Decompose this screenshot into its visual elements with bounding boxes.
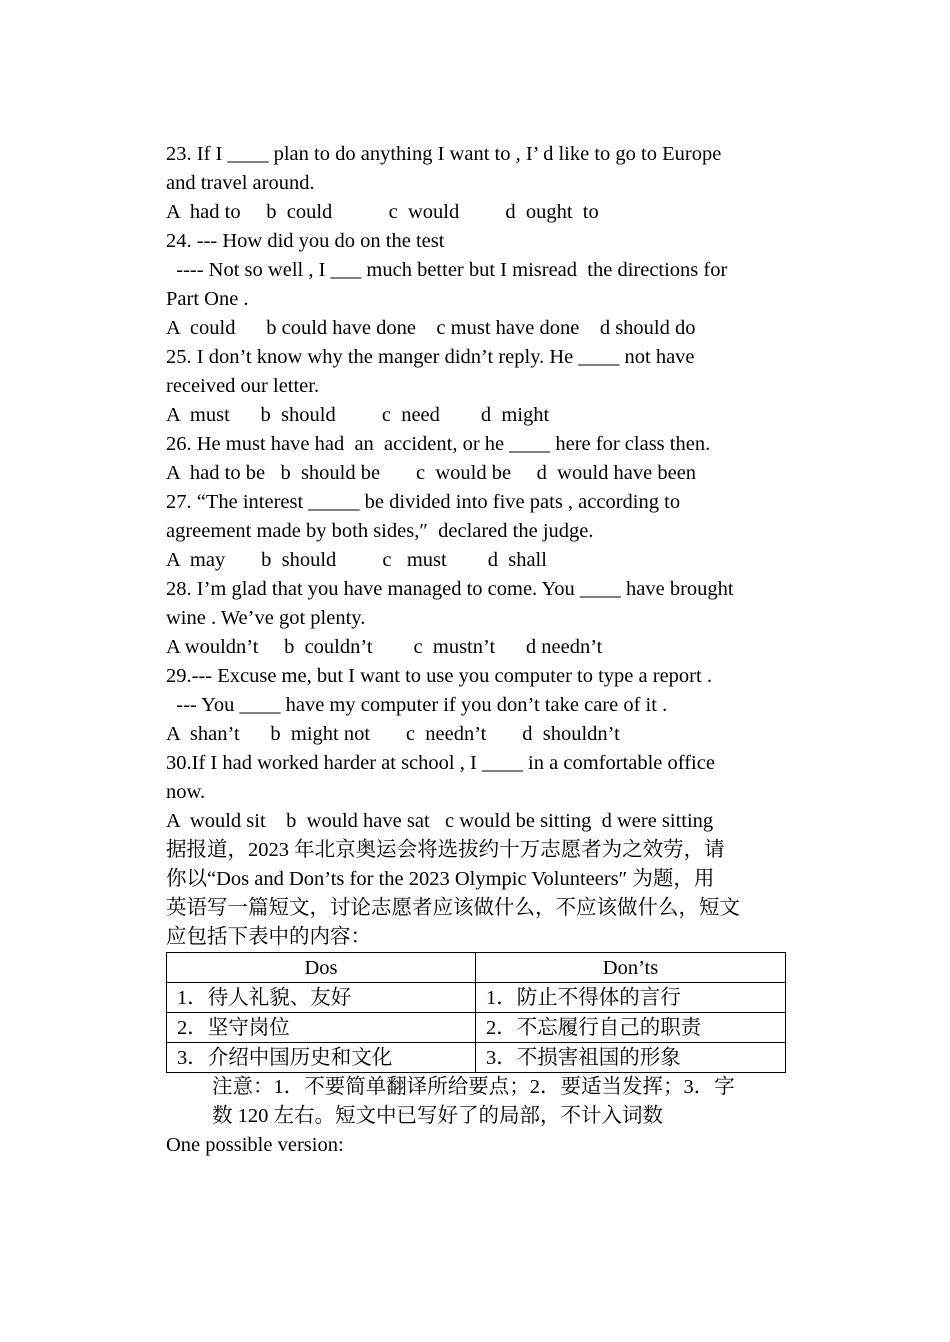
writing-prompt xyxy=(166,836,786,952)
answer-options: A could b could have done c must have done d should do xyxy=(166,317,696,339)
question-text: wine . We’ve got plenty. xyxy=(166,607,366,629)
dos-cell: 1．待人礼貌、友好 xyxy=(167,983,476,1013)
question-text: 28. I’m glad that you have managed to come. You ____ have brought xyxy=(166,578,734,600)
answer-options: A may b should c must d shall xyxy=(166,549,547,571)
answer-options: A had to b could c would d ought to xyxy=(166,201,599,223)
question-text: 25. I don’t know why the manger didn’t reply. He ____ not have xyxy=(166,346,695,368)
question-text: agreement made by both sides,″ declared the judge. xyxy=(166,520,594,542)
question-text: 30.If I had worked harder at school , I ____ in a comfortable office xyxy=(166,752,715,774)
answer-options: A had to be b should be c would be d would have been xyxy=(166,462,697,484)
note-line: 数 120 左右。短文中已写好了的局部，不计入词数 xyxy=(212,1105,663,1127)
question-text: and travel around. xyxy=(166,172,315,194)
table-row xyxy=(167,1013,786,1043)
question-text: 24. --- How did you do on the test xyxy=(166,230,445,252)
question-list xyxy=(166,140,786,836)
question-item xyxy=(166,227,786,343)
document-page xyxy=(166,140,786,1160)
question-text: 29.--- Excuse me, but I want to use you computer to type a report . xyxy=(166,665,712,687)
question-item xyxy=(166,488,786,575)
donts-cell: 3．不损害祖国的形象 xyxy=(476,1043,786,1073)
question-text: received our letter. xyxy=(166,375,320,397)
question-item xyxy=(166,140,786,227)
dos-donts-table xyxy=(166,952,786,1073)
answer-options: A must b should c need d might xyxy=(166,404,550,426)
question-text: 23. If I ____ plan to do anything I want to , I’ d like to go to Europe xyxy=(166,143,722,165)
dos-cell: 3．介绍中国历史和文化 xyxy=(167,1043,476,1073)
question-item xyxy=(166,575,786,662)
writing-note xyxy=(166,1073,786,1131)
question-text: 27. “The interest _____ be divided into five pats , according to xyxy=(166,491,681,513)
prompt-line: 英语写一篇短文，讨论志愿者应该做什么，不应该做什么，短文 xyxy=(166,897,740,919)
note-line: 注意：1．不要简单翻译所给要点；2．要适当发挥；3．字 xyxy=(212,1076,735,1098)
header-donts: Don’ts xyxy=(476,953,786,983)
question-text: Part One . xyxy=(166,288,249,310)
prompt-line: 你以“Dos and Don’ts for the 2023 Olympic Volunteers″ 为题，用 xyxy=(166,868,715,890)
question-item xyxy=(166,343,786,430)
question-item xyxy=(166,430,786,488)
table-row xyxy=(167,983,786,1013)
question-text: ---- Not so well , I ___ much better but I misread the directions for xyxy=(166,259,728,281)
question-text: 26. He must have had an accident, or he ____ here for class then. xyxy=(166,433,711,455)
question-item xyxy=(166,749,786,836)
answer-options: A shan’t b might not c needn’t d shouldn’t xyxy=(166,723,620,745)
dos-cell: 2．坚守岗位 xyxy=(167,1013,476,1043)
donts-cell: 2．不忘履行自己的职责 xyxy=(476,1013,786,1043)
donts-cell: 1．防止不得体的言行 xyxy=(476,983,786,1013)
version-label: One possible version: xyxy=(166,1134,344,1156)
table-header-row xyxy=(167,953,786,983)
question-text: --- You ____ have my computer if you don’t take care of it . xyxy=(166,694,668,716)
prompt-line: 据报道，2023 年北京奥运会将选拔约十万志愿者为之效劳，请 xyxy=(166,839,725,861)
table-row xyxy=(167,1043,786,1073)
answer-options: A wouldn’t b couldn’t c mustn’t d needn’t xyxy=(166,636,603,658)
question-text: now. xyxy=(166,781,206,803)
prompt-line: 应包括下表中的内容： xyxy=(166,926,371,948)
header-dos: Dos xyxy=(167,953,476,983)
question-item xyxy=(166,662,786,749)
answer-options: A would sit b would have sat c would be sitting d were sitting xyxy=(166,810,714,832)
